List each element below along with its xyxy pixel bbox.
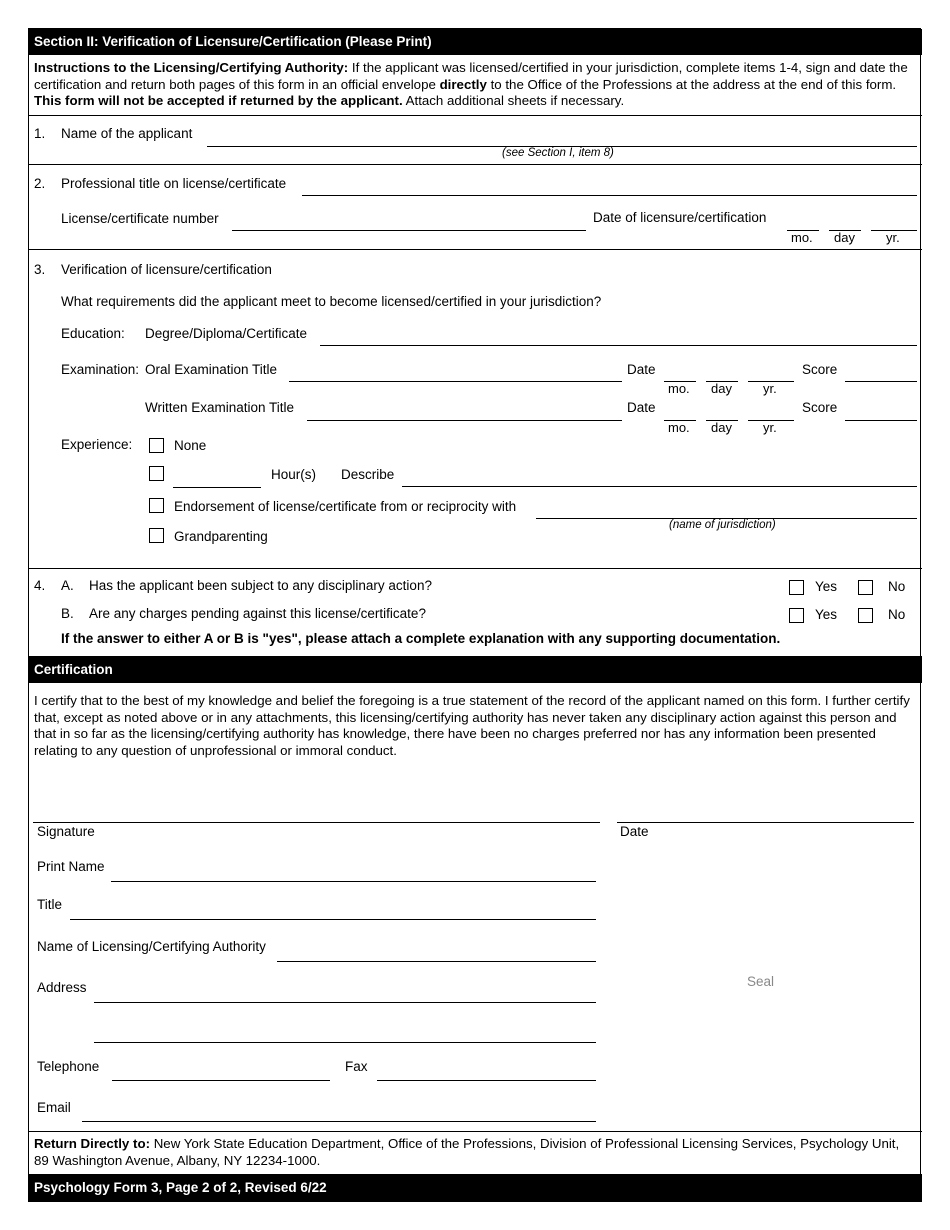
divider: [28, 568, 922, 569]
applicant-name-note: (see Section I, item 8): [502, 147, 614, 159]
day-caption: day: [711, 420, 732, 435]
signature-field[interactable]: [33, 822, 600, 823]
written-exam-label: Written Examination Title: [145, 400, 295, 415]
title-label: Title: [37, 897, 63, 912]
oral-exam-title-field[interactable]: [289, 381, 622, 382]
certification-statement: I certify that to the best of my knowledge and belief the foregoing is a true statement of the record of the applicant named on this form. I further certify that, except as noted above or in any attachments, this licensing/certifying authority has never taken any disciplinary action against this person and that in so far as the licensing/certifying authority has knowledge, there have been no charges preferred nor has any information been presented relating to any question of unprofessional or immoral conduct.: [34, 693, 910, 758]
divider: [28, 249, 922, 250]
item3-number: 3.: [34, 262, 46, 277]
disciplinary-note: If the answer to either A or B is "yes", please attach a complete explanation with any supporting documentation.: [61, 631, 781, 646]
hours-label: Hour(s): [271, 467, 317, 482]
written-exam-date-label: Date: [627, 400, 656, 415]
divider: [28, 1131, 922, 1132]
license-number-label: License/certificate number: [61, 211, 219, 226]
day-caption: day: [711, 381, 732, 396]
address-label: Address: [37, 980, 87, 995]
seal-placeholder: Seal: [747, 974, 775, 989]
month-caption: mo.: [791, 230, 813, 245]
year-caption: yr.: [763, 420, 777, 435]
written-exam-title-field[interactable]: [307, 420, 622, 421]
item1-number: 1.: [34, 126, 46, 141]
describe-label: Describe: [341, 467, 395, 482]
question-a-no-checkbox[interactable]: [858, 580, 873, 595]
authority-name-field[interactable]: [277, 961, 596, 962]
signature-label: Signature: [37, 824, 95, 839]
question-a-letter: A.: [61, 578, 74, 593]
month-caption: mo.: [668, 420, 690, 435]
professional-title-field[interactable]: [302, 195, 917, 196]
email-label: Email: [37, 1100, 71, 1115]
title-field[interactable]: [70, 919, 596, 920]
experience-describe-field[interactable]: [402, 486, 917, 487]
examination-label: Examination:: [61, 362, 140, 377]
written-exam-score-field[interactable]: [845, 420, 917, 421]
question-b-no-checkbox[interactable]: [858, 608, 873, 623]
divider: [28, 115, 922, 116]
print-name-label: Print Name: [37, 859, 105, 874]
fax-label: Fax: [345, 1059, 368, 1074]
experience-label: Experience:: [61, 437, 133, 452]
print-name-field[interactable]: [111, 881, 596, 882]
instructions: Instructions to the Licensing/Certifying Authority: If the applicant was licensed/certified in your jurisdiction, complete items 1-4, sign and date the certification and return both pages of this form in an official envelope directly to the Office of the Professions at the address at the end of this form. This form will not be accepted if returned by the applicant. Attach additional sheets if necessary.: [34, 60, 908, 108]
education-label: Education:: [61, 326, 125, 341]
email-field[interactable]: [82, 1121, 596, 1122]
written-exam-score-label: Score: [802, 400, 838, 415]
item2-number: 2.: [34, 176, 46, 191]
license-number-field[interactable]: [232, 230, 586, 231]
fax-field[interactable]: [377, 1080, 596, 1081]
oral-exam-label: Oral Examination Title: [145, 362, 278, 377]
return-address: Return Directly to: New York State Education Department, Office of the Professions, Division of Professional Licensing Services, Psychology Unit, 89 Washington Avenue, Albany, NY 12234-1000.: [34, 1136, 900, 1168]
question-a-text: Has the applicant been subject to any disciplinary action?: [89, 578, 432, 593]
jurisdiction-note: (name of jurisdiction): [669, 519, 776, 531]
section-header: Section II: Verification of Licensure/Certification (Please Print): [28, 29, 922, 55]
applicant-name-label: Name of the applicant: [61, 126, 193, 141]
question-b-letter: B.: [61, 606, 74, 621]
endorsement-label: Endorsement of license/certificate from or reciprocity with: [174, 499, 517, 514]
verification-label: Verification of licensure/certification: [61, 262, 272, 277]
day-caption: day: [834, 230, 855, 245]
degree-label: Degree/Diploma/Certificate: [145, 326, 308, 341]
authority-name-label: Name of Licensing/Certifying Authority: [37, 939, 266, 954]
experience-hours-checkbox[interactable]: [149, 466, 164, 481]
question-a-yes-label: Yes: [815, 579, 838, 594]
endorsement-checkbox[interactable]: [149, 498, 164, 513]
professional-title-label: Professional title on license/certificate: [61, 176, 287, 191]
grandparenting-checkbox[interactable]: [149, 528, 164, 543]
question-b-text: Are any charges pending against this license/certificate?: [89, 606, 426, 621]
year-caption: yr.: [886, 230, 900, 245]
certification-date-field[interactable]: [617, 822, 914, 823]
item4-number: 4.: [34, 578, 46, 593]
question-b-yes-checkbox[interactable]: [789, 608, 804, 623]
requirements-question: What requirements did the applicant meet to become licensed/certified in your jurisdiction?: [61, 294, 602, 309]
oral-exam-date-label: Date: [627, 362, 656, 377]
experience-none-checkbox[interactable]: [149, 438, 164, 453]
address-field-line2[interactable]: [94, 1042, 596, 1043]
question-b-yes-label: Yes: [815, 607, 838, 622]
experience-hours-field[interactable]: [173, 487, 261, 488]
oral-exam-score-label: Score: [802, 362, 838, 377]
divider: [28, 164, 922, 165]
grandparenting-label: Grandparenting: [174, 529, 268, 544]
telephone-label: Telephone: [37, 1059, 100, 1074]
oral-exam-score-field[interactable]: [845, 381, 917, 382]
question-a-yes-checkbox[interactable]: [789, 580, 804, 595]
telephone-field[interactable]: [112, 1080, 330, 1081]
certification-header: Certification: [28, 656, 922, 683]
address-field-line1[interactable]: [94, 1002, 596, 1003]
question-b-no-label: No: [888, 607, 906, 622]
degree-field[interactable]: [320, 345, 917, 346]
year-caption: yr.: [763, 381, 777, 396]
certification-date-label: Date: [620, 824, 649, 839]
licensure-date-label: Date of licensure/certification: [593, 210, 767, 225]
question-a-no-label: No: [888, 579, 906, 594]
form-footer: Psychology Form 3, Page 2 of 2, Revised 6/22: [28, 1174, 922, 1202]
month-caption: mo.: [668, 381, 690, 396]
experience-none-label: None: [174, 438, 207, 453]
